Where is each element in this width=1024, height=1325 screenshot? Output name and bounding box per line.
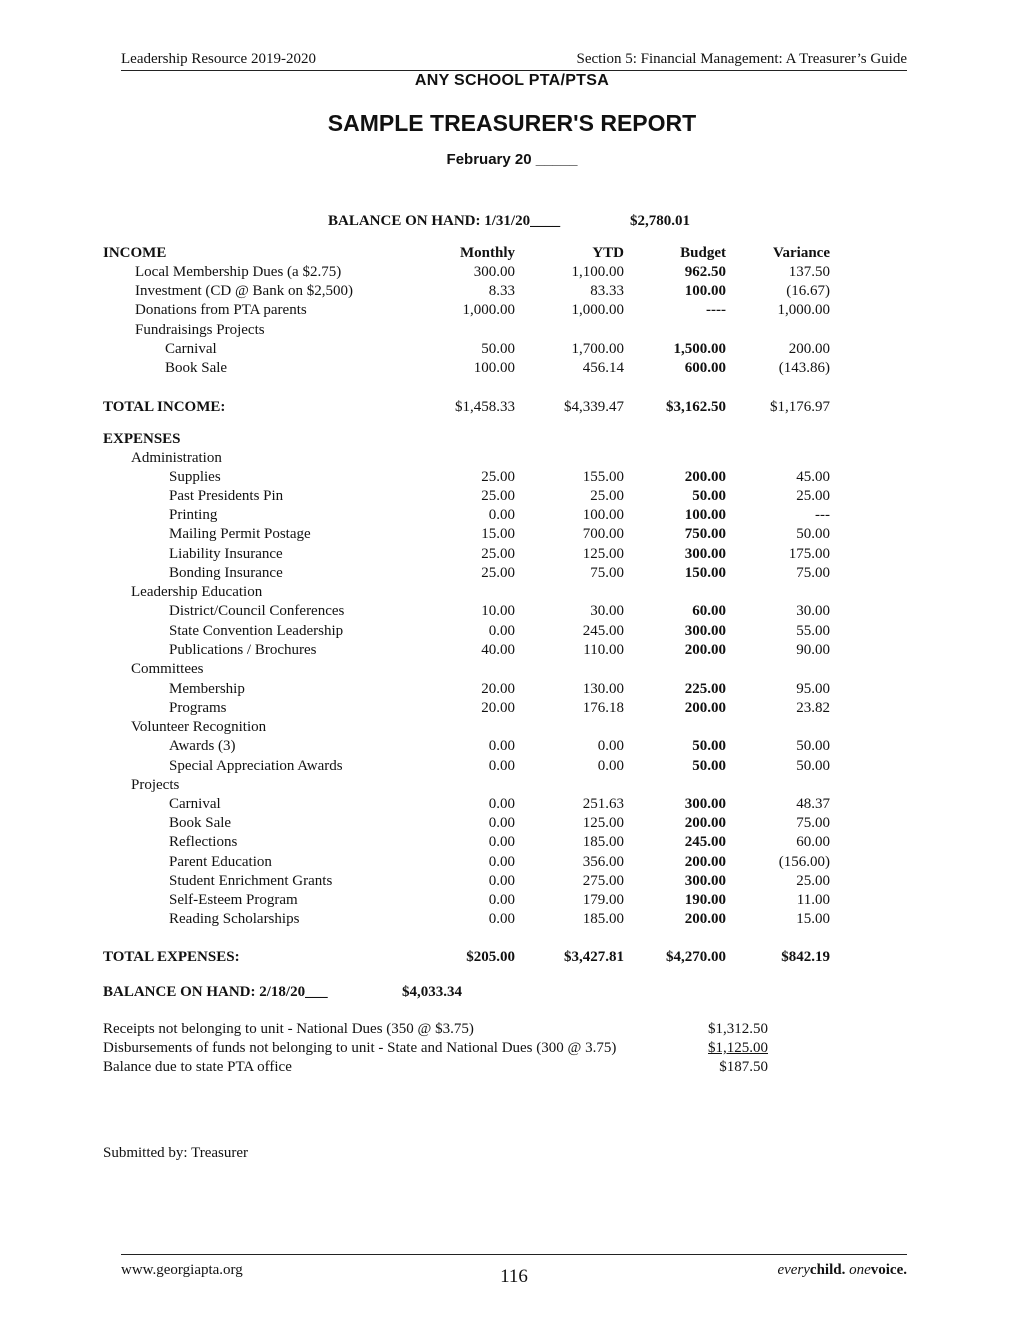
slogan-voice: voice. <box>870 1262 907 1278</box>
cell-variance: (156.00) <box>778 854 830 870</box>
footer-slogan <box>777 1262 907 1279</box>
table-row <box>0 873 1024 893</box>
cell-variance: (16.67) <box>786 283 830 299</box>
balance-start <box>328 213 690 230</box>
table-row <box>0 341 1024 361</box>
table-row <box>0 450 1024 470</box>
total-income-label: TOTAL INCOME: <box>103 399 226 415</box>
cell-budget: 300.00 <box>684 623 726 639</box>
cell-ytd: $4,339.47 <box>564 399 624 415</box>
cell-ytd: 125.00 <box>582 815 624 831</box>
table-row <box>0 565 1024 585</box>
cell-variance: 11.00 <box>796 892 830 908</box>
row-label: Donations from PTA parents <box>135 302 307 318</box>
balance-end-label: BALANCE ON HAND: 2/18/20___ <box>103 984 328 1000</box>
cell-ytd: 356.00 <box>582 854 624 870</box>
expenses-heading: EXPENSES <box>103 431 181 447</box>
cell-ytd: 75.00 <box>590 565 624 581</box>
cell-variance: 45.00 <box>796 469 830 485</box>
cell-budget: ---- <box>706 302 726 318</box>
cell-budget: 50.00 <box>692 758 726 774</box>
row-label: Book Sale <box>169 815 232 831</box>
cell-variance: 90.00 <box>796 642 830 658</box>
cell-monthly: 8.33 <box>488 283 515 299</box>
cell-monthly: 0.00 <box>488 758 515 774</box>
cell-variance: 50.00 <box>796 526 830 542</box>
cell-budget: 225.00 <box>684 681 726 697</box>
row-label: Leadership Education <box>131 584 263 600</box>
table-row <box>0 546 1024 566</box>
cell-monthly: 0.00 <box>488 738 515 754</box>
cell-monthly: 300.00 <box>473 264 515 280</box>
row-label: Printing <box>169 507 218 523</box>
cell-budget: 50.00 <box>692 738 726 754</box>
row-label: Programs <box>169 700 227 716</box>
row-label: Committees <box>131 661 204 677</box>
table-row <box>0 526 1024 546</box>
cell-budget: 200.00 <box>684 700 726 716</box>
table-row <box>0 283 1024 303</box>
table-row <box>0 642 1024 662</box>
cell-monthly: 0.00 <box>488 796 515 812</box>
table-row <box>0 322 1024 342</box>
cell-ytd: 155.00 <box>582 469 624 485</box>
table-row <box>0 700 1024 720</box>
cell-monthly: $205.00 <box>466 949 515 965</box>
note-disbursements: Disbursements of funds not belonging to unit - State and National Dues (300 @ 3.75) <box>103 1040 617 1056</box>
table-row <box>0 661 1024 681</box>
cell-variance: 25.00 <box>796 488 830 504</box>
total-expenses-row <box>0 949 1024 969</box>
row-label: Membership <box>169 681 245 697</box>
report-title: SAMPLE TREASURER'S REPORT <box>327 110 697 136</box>
page-header <box>121 50 907 71</box>
cell-budget: 190.00 <box>684 892 726 908</box>
table-row <box>0 264 1024 284</box>
row-label: Projects <box>131 777 180 793</box>
cell-variance: 50.00 <box>796 738 830 754</box>
row-label: Investment (CD @ Bank on $2,500) <box>135 283 353 299</box>
header-left: Leadership Resource 2019-2020 <box>121 51 316 67</box>
cell-ytd: 185.00 <box>582 834 624 850</box>
cell-ytd: 30.00 <box>590 603 624 619</box>
cell-variance: 50.00 <box>796 758 830 774</box>
cell-monthly: 20.00 <box>481 681 515 697</box>
table-row <box>0 302 1024 322</box>
cell-budget: 200.00 <box>684 469 726 485</box>
table-row <box>0 719 1024 739</box>
cell-ytd: 0.00 <box>597 738 624 754</box>
cell-variance: 175.00 <box>788 546 830 562</box>
org-name: ANY SCHOOL PTA/PTSA <box>414 72 610 89</box>
row-label: Publications / Brochures <box>169 642 317 658</box>
cell-ytd: 251.63 <box>582 796 624 812</box>
cell-ytd: 176.18 <box>582 700 624 716</box>
table-row <box>0 815 1024 835</box>
row-label: Awards (3) <box>169 738 236 754</box>
slogan-one: one <box>849 1262 871 1278</box>
cell-monthly: 0.00 <box>488 507 515 523</box>
row-label: Special Appreciation Awards <box>169 758 343 774</box>
cell-monthly: 0.00 <box>488 815 515 831</box>
cell-variance: 23.82 <box>796 700 830 716</box>
cell-budget: 150.00 <box>684 565 726 581</box>
row-label: Volunteer Recognition <box>131 719 267 735</box>
balance-end-amount: $4,033.34 <box>402 984 462 1000</box>
cell-ytd: 130.00 <box>582 681 624 697</box>
cell-budget: 245.00 <box>684 834 726 850</box>
row-label: Parent Education <box>169 854 272 870</box>
row-label: Book Sale <box>165 360 228 376</box>
cell-budget: 200.00 <box>684 854 726 870</box>
cell-ytd: 1,000.00 <box>571 302 624 318</box>
table-row <box>0 834 1024 854</box>
cell-ytd: 100.00 <box>582 507 624 523</box>
col-budget: Budget <box>680 245 726 261</box>
cell-variance: 15.00 <box>796 911 830 927</box>
cell-variance: 30.00 <box>796 603 830 619</box>
row-label: Liability Insurance <box>169 546 283 562</box>
submitted-by: Submitted by: Treasurer <box>103 1145 248 1161</box>
cell-monthly: 25.00 <box>481 565 515 581</box>
col-monthly: Monthly <box>459 245 515 261</box>
table-row <box>0 603 1024 623</box>
table-row <box>0 796 1024 816</box>
cell-monthly: 10.00 <box>481 603 515 619</box>
note-balance-due: Balance due to state PTA office <box>103 1059 292 1075</box>
cell-ytd: $3,427.81 <box>564 949 624 965</box>
total-income-row <box>0 399 1024 419</box>
footer-website: www.georgiapta.org <box>121 1262 243 1278</box>
cell-budget: 300.00 <box>684 546 726 562</box>
cell-variance: 55.00 <box>796 623 830 639</box>
cell-budget: $3,162.50 <box>666 399 726 415</box>
cell-budget: 300.00 <box>684 796 726 812</box>
note-receipts-amount: $1,312.50 <box>708 1021 768 1037</box>
header-right: Section 5: Financial Management: A Treasurer’s Guide <box>576 51 907 67</box>
cell-budget: 200.00 <box>684 911 726 927</box>
cell-monthly: 0.00 <box>488 834 515 850</box>
row-label: State Convention Leadership <box>169 623 344 639</box>
row-label: Past Presidents Pin <box>169 488 284 504</box>
table-row <box>0 584 1024 604</box>
table-row <box>0 911 1024 931</box>
balance-start-label: BALANCE ON HAND: 1/31/20____ <box>328 213 561 229</box>
row-label: Student Enrichment Grants <box>169 873 333 889</box>
row-label: Reflections <box>169 834 238 850</box>
table-row <box>0 777 1024 797</box>
page-number: 116 <box>500 1266 528 1287</box>
row-label: Local Membership Dues (a $2.75) <box>135 264 342 280</box>
cell-variance: 137.50 <box>788 264 830 280</box>
cell-monthly: $1,458.33 <box>455 399 515 415</box>
expenses-heading-row <box>0 431 1024 451</box>
cell-ytd: 0.00 <box>597 758 624 774</box>
cell-variance: 48.37 <box>796 796 830 812</box>
cell-variance: $1,176.97 <box>770 399 830 415</box>
table-row <box>0 488 1024 508</box>
income-heading: INCOME <box>103 245 167 261</box>
slogan-every: every <box>777 1262 810 1278</box>
row-label: Self-Esteem Program <box>169 892 298 908</box>
cell-variance: (143.86) <box>778 360 830 376</box>
row-label: Supplies <box>169 469 221 485</box>
column-header-row <box>0 245 1024 265</box>
cell-monthly: 20.00 <box>481 700 515 716</box>
balance-start-amount: $2,780.01 <box>630 213 690 229</box>
col-variance: Variance <box>773 245 830 261</box>
cell-monthly: 50.00 <box>481 341 515 357</box>
cell-monthly: 15.00 <box>481 526 515 542</box>
cell-ytd: 110.00 <box>583 642 624 658</box>
cell-ytd: 185.00 <box>582 911 624 927</box>
cell-ytd: 275.00 <box>582 873 624 889</box>
cell-ytd: 700.00 <box>582 526 624 542</box>
cell-ytd: 1,100.00 <box>571 264 624 280</box>
row-label: Bonding Insurance <box>169 565 283 581</box>
cell-ytd: 179.00 <box>582 892 624 908</box>
table-row <box>0 892 1024 912</box>
row-label: Administration <box>131 450 222 466</box>
cell-monthly: 0.00 <box>488 854 515 870</box>
cell-budget: 600.00 <box>684 360 726 376</box>
cell-budget: 50.00 <box>692 488 726 504</box>
cell-budget: 200.00 <box>684 815 726 831</box>
cell-monthly: 25.00 <box>481 469 515 485</box>
cell-variance: 95.00 <box>796 681 830 697</box>
table-row <box>0 738 1024 758</box>
table-row <box>0 360 1024 380</box>
cell-monthly: 25.00 <box>481 546 515 562</box>
cell-ytd: 125.00 <box>582 546 624 562</box>
cell-budget: 1,500.00 <box>673 341 726 357</box>
cell-budget: 300.00 <box>684 873 726 889</box>
row-label: Carnival <box>169 796 221 812</box>
table-row <box>0 681 1024 701</box>
cell-variance: 25.00 <box>796 873 830 889</box>
cell-variance: $842.19 <box>781 949 830 965</box>
col-ytd: YTD <box>592 245 624 261</box>
cell-budget: $4,270.00 <box>666 949 726 965</box>
cell-budget: 60.00 <box>692 603 726 619</box>
row-label: District/Council Conferences <box>169 603 345 619</box>
cell-monthly: 100.00 <box>473 360 515 376</box>
cell-ytd: 25.00 <box>590 488 624 504</box>
table-row <box>0 758 1024 778</box>
cell-monthly: 1,000.00 <box>462 302 515 318</box>
cell-budget: 962.50 <box>684 264 726 280</box>
cell-ytd: 1,700.00 <box>571 341 624 357</box>
cell-variance: 60.00 <box>796 834 830 850</box>
cell-monthly: 40.00 <box>481 642 515 658</box>
cell-budget: 750.00 <box>684 526 726 542</box>
cell-variance: 1,000.00 <box>777 302 830 318</box>
note-receipts: Receipts not belonging to unit - National Dues (350 @ $3.75) <box>103 1021 474 1037</box>
cell-ytd: 456.14 <box>582 360 624 376</box>
cell-monthly: 0.00 <box>488 623 515 639</box>
cell-variance: 200.00 <box>788 341 830 357</box>
cell-variance: 75.00 <box>796 565 830 581</box>
cell-variance: 75.00 <box>796 815 830 831</box>
cell-monthly: 0.00 <box>488 911 515 927</box>
note-balance-due-amount: $187.50 <box>719 1059 768 1075</box>
table-row <box>0 507 1024 527</box>
row-label: Mailing Permit Postage <box>169 526 311 542</box>
cell-ytd: 83.33 <box>590 283 624 299</box>
row-label: Reading Scholarships <box>169 911 300 927</box>
cell-monthly: 0.00 <box>488 873 515 889</box>
cell-budget: 100.00 <box>684 507 726 523</box>
note-disbursements-amount: $1,125.00 <box>708 1040 768 1056</box>
slogan-child: child. <box>809 1262 846 1278</box>
report-date: February 20 _____ <box>446 151 578 168</box>
cell-ytd: 245.00 <box>582 623 624 639</box>
cell-budget: 200.00 <box>684 642 726 658</box>
total-expenses-label: TOTAL EXPENSES: <box>103 949 240 965</box>
table-row <box>0 623 1024 643</box>
page-footer <box>121 1254 907 1295</box>
cell-variance: --- <box>815 507 830 523</box>
table-row <box>0 854 1024 874</box>
cell-budget: 100.00 <box>684 283 726 299</box>
row-label: Carnival <box>165 341 217 357</box>
table-row <box>0 469 1024 489</box>
cell-monthly: 25.00 <box>481 488 515 504</box>
cell-monthly: 0.00 <box>488 892 515 908</box>
row-label: Fundraisings Projects <box>135 322 265 338</box>
balance-end <box>103 984 462 1001</box>
